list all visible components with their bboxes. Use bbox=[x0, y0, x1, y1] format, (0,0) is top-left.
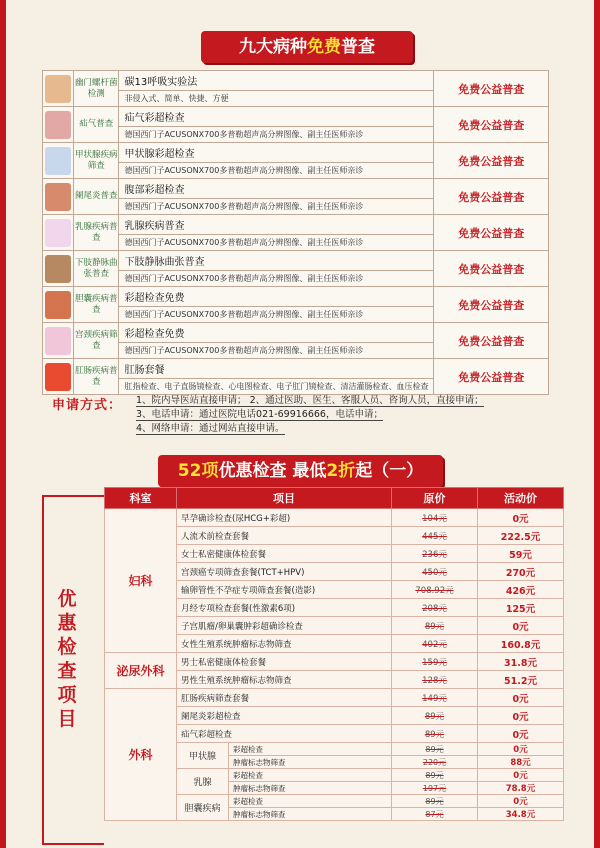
free-item-row bbox=[43, 323, 549, 343]
original-price: 159元 bbox=[392, 653, 478, 671]
thumbnail-cell bbox=[43, 71, 74, 107]
thumbnail-cell bbox=[43, 107, 74, 143]
category-label: 肛肠疾病普查 bbox=[74, 359, 119, 395]
original-price: 208元 bbox=[392, 599, 478, 617]
test-name: 彩超检查免费 bbox=[119, 323, 434, 343]
discount-side-panel bbox=[42, 495, 104, 845]
original-price: 128元 bbox=[392, 671, 478, 689]
test-description: 德国西门子ACUSONX700多普勒超声高分辨图像、副主任医师亲诊 bbox=[119, 343, 434, 359]
col-header-item: 项目 bbox=[177, 488, 392, 509]
subgroup-label: 胆囊疾病 bbox=[177, 795, 229, 821]
activity-price: 78.8元 bbox=[478, 782, 564, 795]
discount-row bbox=[105, 509, 564, 527]
thumbnail-cell bbox=[43, 323, 74, 359]
free-status: 免费公益普查 bbox=[434, 215, 549, 251]
activity-price: 0元 bbox=[478, 707, 564, 725]
test-description: 德国西门子ACUSONX700多普勒超声高分辨图像、副主任医师亲诊 bbox=[119, 127, 434, 143]
ribbon-thumbnail bbox=[45, 219, 71, 247]
subgroup-label: 乳腺 bbox=[177, 769, 229, 795]
activity-price: 59元 bbox=[478, 545, 564, 563]
hernia-thumbnail bbox=[45, 111, 71, 139]
free-status: 免费公益普查 bbox=[434, 323, 549, 359]
leg-thumbnail bbox=[45, 255, 71, 283]
test-description: 德国西门子ACUSONX700多普勒超声高分辨图像、副主任医师亲诊 bbox=[119, 307, 434, 323]
original-price: 104元 bbox=[392, 509, 478, 527]
discount-row bbox=[105, 653, 564, 671]
category-label: 下肢静脉曲张普查 bbox=[74, 251, 119, 287]
test-name: 疝气彩超检查 bbox=[119, 107, 434, 127]
activity-price: 0元 bbox=[478, 743, 564, 756]
free-screening-table bbox=[42, 70, 549, 395]
test-name: 腹部彩超检查 bbox=[119, 179, 434, 199]
discount-row bbox=[105, 689, 564, 707]
original-price: 236元 bbox=[392, 545, 478, 563]
original-price: 87元 bbox=[392, 808, 478, 821]
category-label: 疝气普查 bbox=[74, 107, 119, 143]
item-name: 人流术前检查套餐 bbox=[177, 527, 392, 545]
thyroid-thumbnail bbox=[45, 147, 71, 175]
dept-label: 妇科 bbox=[105, 509, 177, 653]
thumbnail-cell bbox=[43, 359, 74, 395]
category-label: 乳腺疾病普查 bbox=[74, 215, 119, 251]
activity-price: 125元 bbox=[478, 599, 564, 617]
free-screening-banner: 九大病种免费普查 bbox=[201, 31, 413, 63]
activity-price: 51.2元 bbox=[478, 671, 564, 689]
subitem-name: 肿瘤标志物筛查 bbox=[229, 756, 392, 769]
activity-price: 160.8元 bbox=[478, 635, 564, 653]
item-name: 肛肠疾病筛查套餐 bbox=[177, 689, 392, 707]
free-item-row bbox=[43, 359, 549, 379]
activity-price: 0元 bbox=[478, 509, 564, 527]
subgroup-label: 甲状腺 bbox=[177, 743, 229, 769]
original-price: 89元 bbox=[392, 795, 478, 808]
stomach-thumbnail bbox=[45, 75, 71, 103]
free-item-row bbox=[43, 143, 549, 163]
test-description: 肛指检查、电子直肠镜检查、心电图检查、电子肛门镜检查、清洁灌肠检查、血压检查 bbox=[119, 379, 434, 395]
original-price: 220元 bbox=[392, 756, 478, 769]
subitem-name: 彩超检查 bbox=[229, 743, 392, 756]
original-price: 149元 bbox=[392, 689, 478, 707]
uterus-thumbnail bbox=[45, 327, 71, 355]
test-description: 德国西门子ACUSONX700多普勒超声高分辨图像、副主任医师亲诊 bbox=[119, 163, 434, 179]
original-price: 450元 bbox=[392, 563, 478, 581]
apply-line-3: 4、网络申请：通过网站直接申请。 bbox=[136, 420, 285, 435]
activity-price: 34.8元 bbox=[478, 808, 564, 821]
item-name: 子宫肌瘤/卵巢囊肿彩超确诊检查 bbox=[177, 617, 392, 635]
original-price: 89元 bbox=[392, 617, 478, 635]
activity-price: 0元 bbox=[478, 689, 564, 707]
original-price: 89元 bbox=[392, 769, 478, 782]
page-background bbox=[6, 0, 594, 848]
item-name: 男性生殖系统肿瘤标志物筛查 bbox=[177, 671, 392, 689]
discount-table bbox=[104, 487, 564, 821]
free-status: 免费公益普查 bbox=[434, 359, 549, 395]
thumbnail-cell bbox=[43, 179, 74, 215]
activity-price: 0元 bbox=[478, 795, 564, 808]
item-name: 宫颈癌专项筛查套餐(TCT+HPV) bbox=[177, 563, 392, 581]
original-price: 708.92元 bbox=[392, 581, 478, 599]
free-item-row bbox=[43, 107, 549, 127]
subitem-name: 肿瘤标志物筛查 bbox=[229, 808, 392, 821]
category-label: 阑尾炎普查 bbox=[74, 179, 119, 215]
original-price: 89元 bbox=[392, 725, 478, 743]
item-name: 月经专项检查套餐(性激素6项) bbox=[177, 599, 392, 617]
test-description: 德国西门子ACUSONX700多普勒超声高分辨图像、副主任医师亲诊 bbox=[119, 199, 434, 215]
gallbladder-thumbnail bbox=[45, 291, 71, 319]
thumbnail-cell bbox=[43, 143, 74, 179]
category-label: 甲状腺疾病筛查 bbox=[74, 143, 119, 179]
side-title: 优惠检查项目 bbox=[57, 588, 77, 730]
original-price: 402元 bbox=[392, 635, 478, 653]
activity-price: 31.8元 bbox=[478, 653, 564, 671]
free-item-row bbox=[43, 287, 549, 307]
free-status: 免费公益普查 bbox=[434, 143, 549, 179]
test-name: 碳13呼吸实验法 bbox=[119, 71, 434, 91]
activity-price: 222.5元 bbox=[478, 527, 564, 545]
test-name: 乳腺疾病普查 bbox=[119, 215, 434, 235]
test-name: 肛肠套餐 bbox=[119, 359, 434, 379]
col-header-price: 活动价 bbox=[478, 488, 564, 509]
item-name: 疝气彩超检查 bbox=[177, 725, 392, 743]
original-price: 89元 bbox=[392, 707, 478, 725]
activity-price: 88元 bbox=[478, 756, 564, 769]
subitem-name: 彩超检查 bbox=[229, 769, 392, 782]
col-header-dept: 科室 bbox=[105, 488, 177, 509]
activity-price: 0元 bbox=[478, 725, 564, 743]
test-name: 下肢静脉曲张普查 bbox=[119, 251, 434, 271]
subitem-name: 彩超检查 bbox=[229, 795, 392, 808]
category-label: 胆囊疾病普查 bbox=[74, 287, 119, 323]
item-name: 早孕确诊检查(尿HCG+彩超) bbox=[177, 509, 392, 527]
item-name: 阑尾炎彩超检查 bbox=[177, 707, 392, 725]
free-item-row bbox=[43, 251, 549, 271]
activity-price: 270元 bbox=[478, 563, 564, 581]
original-price: 89元 bbox=[392, 743, 478, 756]
item-name: 女士私密健康体检套餐 bbox=[177, 545, 392, 563]
free-status: 免费公益普查 bbox=[434, 251, 549, 287]
subitem-name: 肿瘤标志物筛查 bbox=[229, 782, 392, 795]
original-price: 445元 bbox=[392, 527, 478, 545]
free-status: 免费公益普查 bbox=[434, 179, 549, 215]
discount-banner: 52项优惠检查 最低2折起（一） bbox=[158, 455, 443, 487]
test-name: 甲状腺彩超检查 bbox=[119, 143, 434, 163]
dept-label: 泌尿外科 bbox=[105, 653, 177, 689]
activity-price: 426元 bbox=[478, 581, 564, 599]
appendix-thumbnail bbox=[45, 183, 71, 211]
thumbnail-cell bbox=[43, 215, 74, 251]
item-name: 输卵管性不孕症专项筛查套餐(造影) bbox=[177, 581, 392, 599]
activity-price: 0元 bbox=[478, 617, 564, 635]
dept-label: 外科 bbox=[105, 689, 177, 821]
free-item-row bbox=[43, 215, 549, 235]
free-item-row bbox=[43, 71, 549, 91]
free-item-row bbox=[43, 179, 549, 199]
free-status: 免费公益普查 bbox=[434, 287, 549, 323]
test-description: 德国西门子ACUSONX700多普勒超声高分辨图像、副主任医师亲诊 bbox=[119, 235, 434, 251]
category-label: 宫颈疾病筛查 bbox=[74, 323, 119, 359]
item-name: 女性生殖系统肿瘤标志物筛查 bbox=[177, 635, 392, 653]
thumbnail-cell bbox=[43, 251, 74, 287]
test-name: 彩超检查免费 bbox=[119, 287, 434, 307]
apply-line-2: 3、电话申请：通过医院电话021-69916666，电话申请； bbox=[136, 406, 383, 421]
apply-label: 申请方式： bbox=[52, 398, 123, 413]
free-status: 免费公益普查 bbox=[434, 107, 549, 143]
colon-thumbnail bbox=[45, 363, 71, 391]
thumbnail-cell bbox=[43, 287, 74, 323]
apply-line-1: 1、院内导医站直接申请； 2、通过医助、医生、客服人员、咨询人员，直接申请； bbox=[136, 392, 484, 407]
test-description: 德国西门子ACUSONX700多普勒超声高分辨图像、副主任医师亲诊 bbox=[119, 271, 434, 287]
item-name: 男士私密健康体检套餐 bbox=[177, 653, 392, 671]
category-label: 幽门螺杆菌检测 bbox=[74, 71, 119, 107]
activity-price: 0元 bbox=[478, 769, 564, 782]
original-price: 197元 bbox=[392, 782, 478, 795]
col-header-orig: 原价 bbox=[392, 488, 478, 509]
test-description: 非侵入式、简单、快捷、方便 bbox=[119, 91, 434, 107]
free-status: 免费公益普查 bbox=[434, 71, 549, 107]
